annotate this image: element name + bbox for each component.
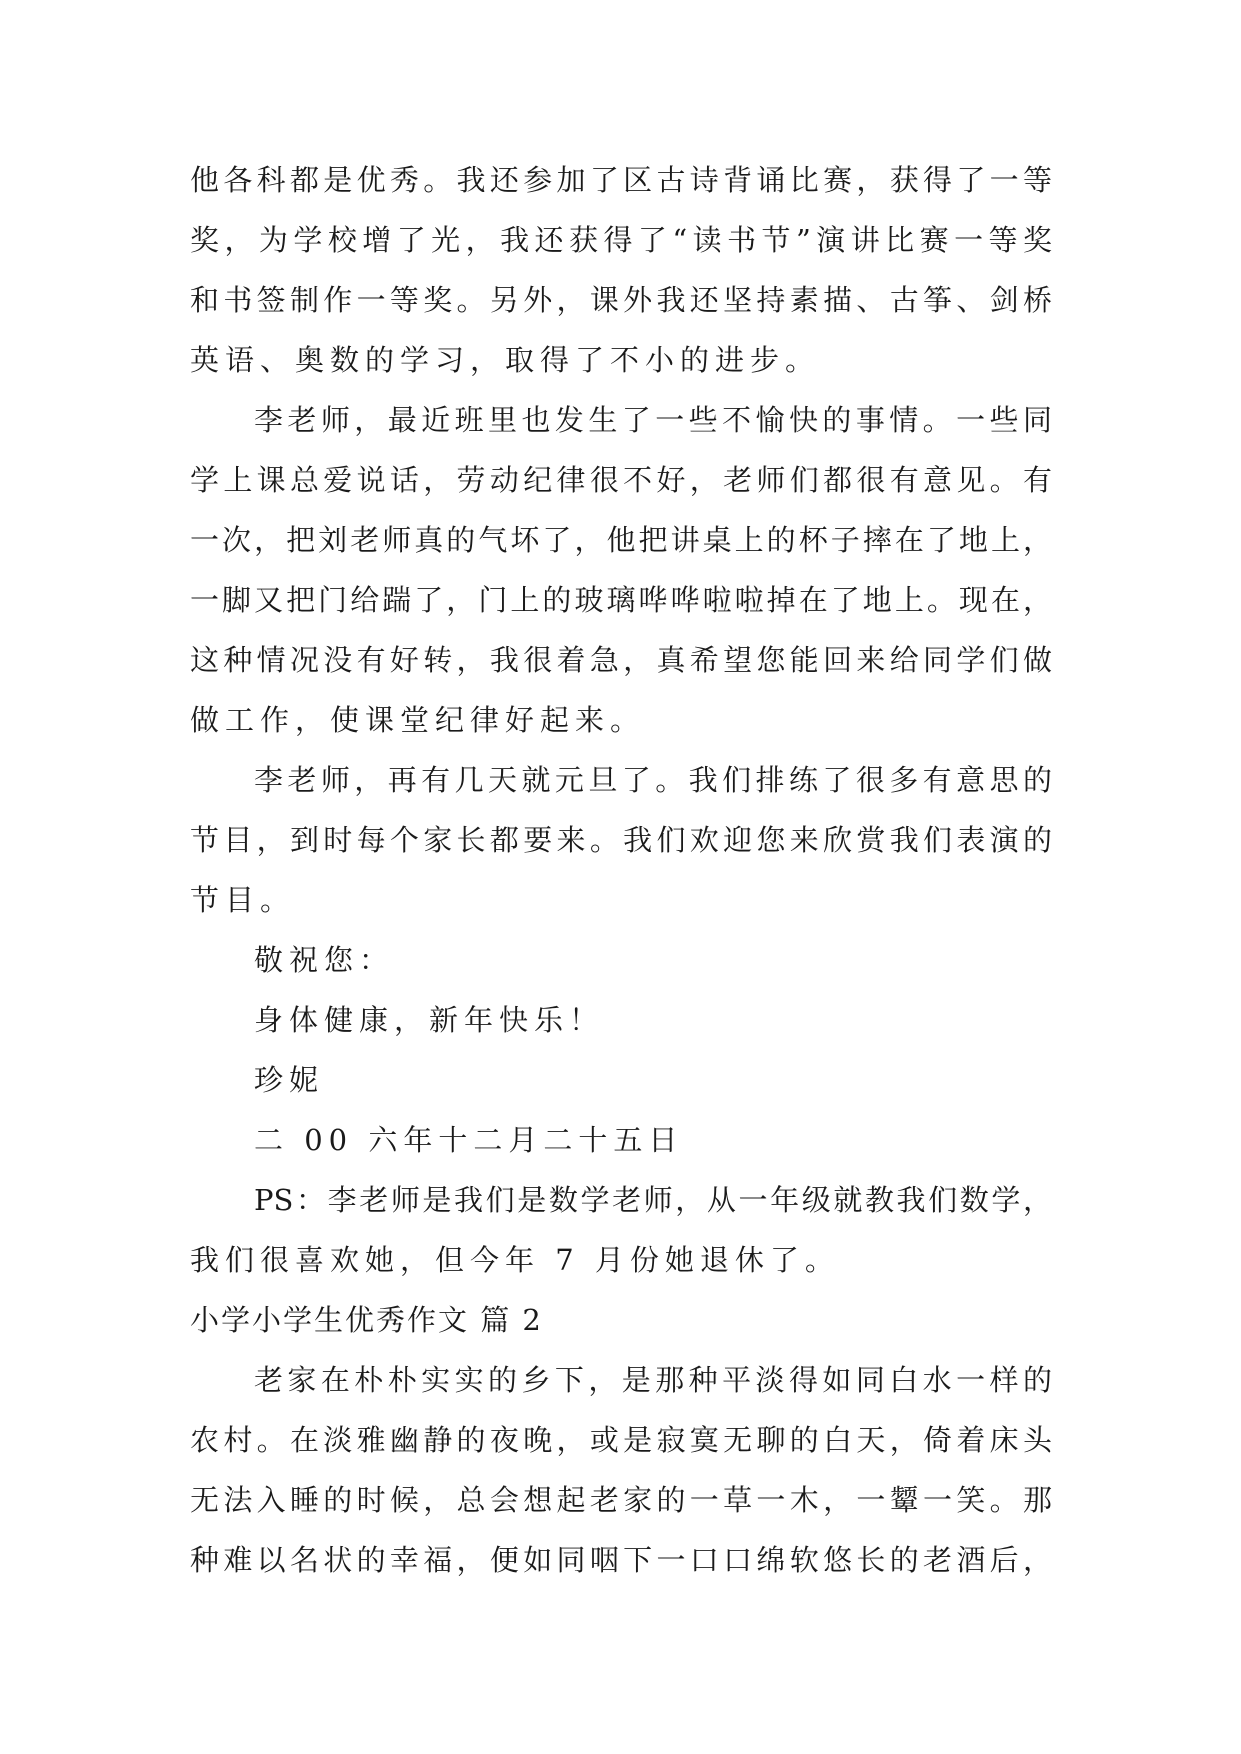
text-line: 学上课总爱说话，劳动纪律很不好，老师们都很有意见。有 — [190, 463, 1052, 497]
postscript-line: 我们很喜欢她，但今年 7 月份她退休了。 — [190, 1243, 840, 1277]
text-line: 和书签制作一等奖。另外，课外我还坚持素描、古筝、剑桥 — [190, 283, 1052, 317]
paragraph-start-line: 李老师，再有几天就元旦了。我们排练了很多有意思的 — [254, 763, 1052, 797]
paragraph-start-line: 李老师，最近班里也发生了一些不愉快的事情。一些同 — [254, 403, 1052, 437]
text-line: 这种情况没有好转，我很着急，真希望您能回来给同学们做 — [190, 643, 1052, 677]
text-line: 种难以名状的幸福，便如同咽下一口口绵软悠长的老酒后， — [190, 1543, 1052, 1577]
letter-date: 二 00 六年十二月二十五日 — [254, 1123, 684, 1157]
section-heading: 小学小学生优秀作文 篇 2 — [190, 1303, 543, 1337]
closing-wish: 身体健康，新年快乐！ — [254, 1003, 605, 1037]
text-line: 英语、奥数的学习，取得了不小的进步。 — [190, 343, 821, 377]
closing-salutation: 敬祝您： — [254, 943, 395, 977]
document-page — [190, 150, 1052, 1590]
text-line: 奖，为学校增了光，我还获得了“读书节”演讲比赛一等奖 — [190, 223, 1052, 257]
text-line: 节目，到时每个家长都要来。我们欢迎您来欣赏我们表演的 — [190, 823, 1052, 857]
paragraph-start-line: 老家在朴朴实实的乡下，是那种平淡得如同白水一样的 — [254, 1363, 1052, 1397]
postscript-line: PS：李老师是我们是数学老师，从一年级就教我们数学， — [254, 1183, 1052, 1217]
text-line: 做工作，使课堂纪律好起来。 — [190, 703, 646, 737]
text-line: 他各科都是优秀。我还参加了区古诗背诵比赛，获得了一等 — [190, 163, 1052, 197]
text-line: 节目。 — [190, 883, 296, 917]
text-line: 一脚又把门给踹了，门上的玻璃哗哗啦啦掉在了地上。现在， — [190, 583, 1052, 617]
text-line: 农村。在淡雅幽静的夜晚，或是寂寞无聊的白天，倚着床头 — [190, 1423, 1052, 1457]
signature-name: 珍妮 — [254, 1063, 325, 1097]
text-line: 无法入睡的时候，总会想起老家的一草一木，一颦一笑。那 — [190, 1483, 1052, 1517]
text-line: 一次，把刘老师真的气坏了，他把讲桌上的杯子摔在了地上， — [190, 523, 1052, 557]
